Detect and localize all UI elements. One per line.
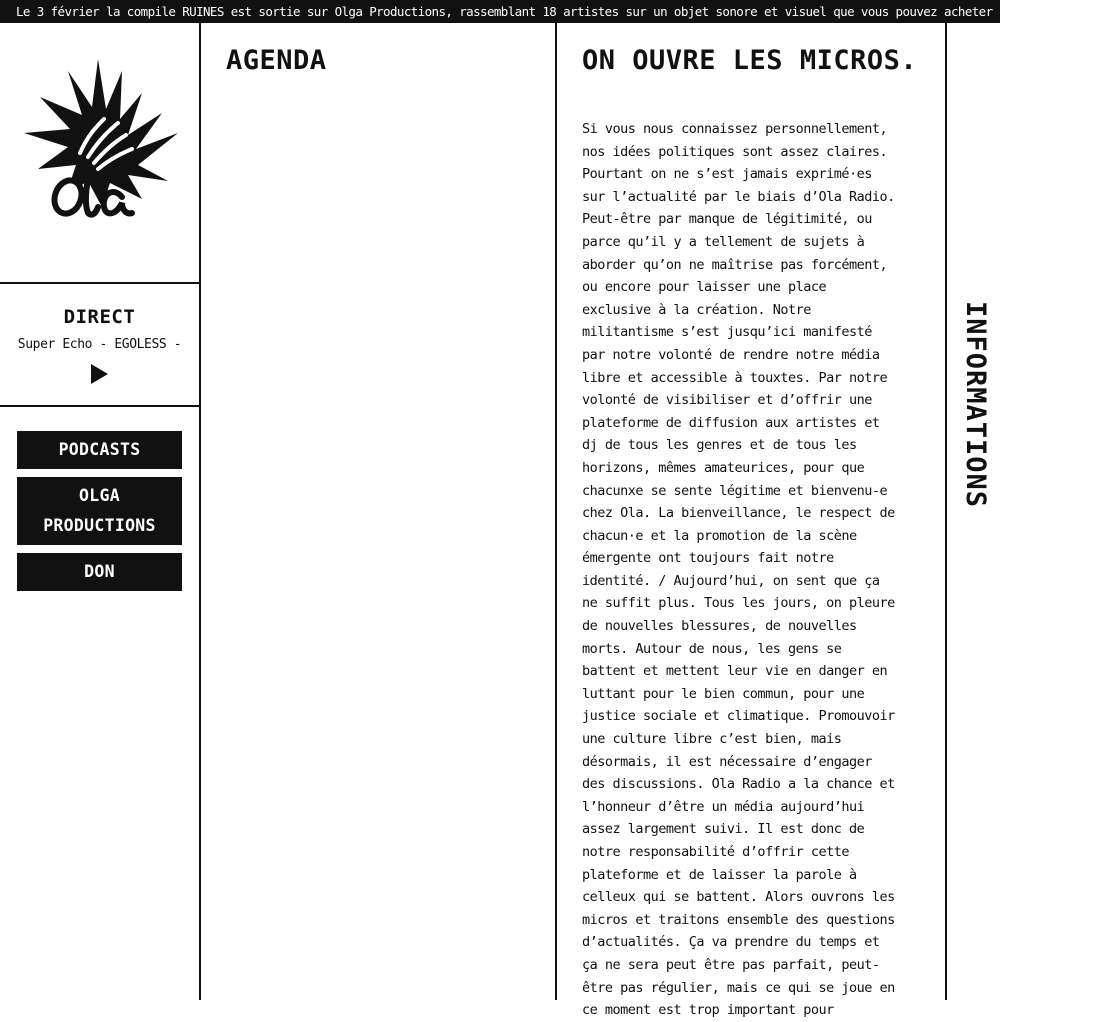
left-sidebar	[0, 23, 201, 1000]
informations-panel[interactable]	[947, 23, 1000, 1000]
live-track-name: Super Echo - EGOLESS -	[17, 337, 182, 352]
news-ticker[interactable]	[0, 0, 1110, 23]
article-body: Si vous nous connaissez personnellement, nos idées politiques sont assez claires. Pourtant on ne s’est jamais exprimé·es sur l’actualité par le biais d’Ola Radio. Peut-être par manque de légitimité, ou parce qu’il y a tellement de sujets à aborder qu’on ne maîtrise pas forcément, ou encore pour laisser une place exclusive à la création. Notre militantisme s’est jusqu’ici manifesté par notre volonté de rendre notre média libre et accessible à touxtes. Par notre volonté de visibiliser et d’offrir une plateforme de diffusion aux artistes et dj de tous les genres et de tous les horizons, mêmes amateurices, pour que chacunxe se sente légitime et bienvenu-e chez Ola. La bienveillance, le respect de chacun·e et la promotion de la scène émergente ont toujours fait notre identité. / Aujourd’hui, on sent que ça ne suffit plus. Tous les jours, on pleure de nouvelles blessures, de nouvelles morts. Autour de nous, les gens se battent et mettent leur vie en danger en luttant pour le bien commun, pour une justice sociale et climatique. Promouvoir une culture libre c’est bien, mais désormais, il est nécessaire d’engager des discussions. Ola Radio a la chance et l’honneur d’être un média aujourd’hui assez largement suivi. Il est donc de notre responsabilité d’offrir cette plateforme et de laisser la parole à celleux qui se battent. Alors ouvrons les micros et traitons ensemble des questions d’actualités. Ça va prendre du temps et ça ne sera peut être pas parfait, peut-être pas régulier, mais ce qui se joue en ce moment est trop important pour	[582, 121, 895, 1019]
informations-tab[interactable]: INFORMATIONS	[960, 301, 991, 509]
article-title: ON OUVRE LES MICROS.	[582, 45, 918, 76]
play-icon[interactable]	[91, 364, 108, 384]
ticker-text[interactable]: Le 3 février la compile RUINES est sortie sur Olga Productions, rassemblant 18 artistes sur un objet sonore et visuel que vous pouvez acheter sur Bandcamp (on	[16, 4, 1110, 19]
ola-logo[interactable]	[18, 57, 180, 222]
main-nav	[0, 407, 199, 591]
live-title: DIRECT	[63, 306, 136, 328]
article-column[interactable]	[557, 23, 947, 1019]
agenda-column	[201, 23, 557, 1000]
agenda-title[interactable]: AGENDA	[226, 45, 327, 76]
olga-productions-button[interactable]: OLGA PRODUCTIONS	[17, 477, 182, 545]
don-button[interactable]: DON	[17, 553, 182, 591]
podcasts-button[interactable]: PODCASTS	[17, 431, 182, 469]
live-player	[0, 284, 199, 407]
logo-box[interactable]	[0, 23, 199, 284]
